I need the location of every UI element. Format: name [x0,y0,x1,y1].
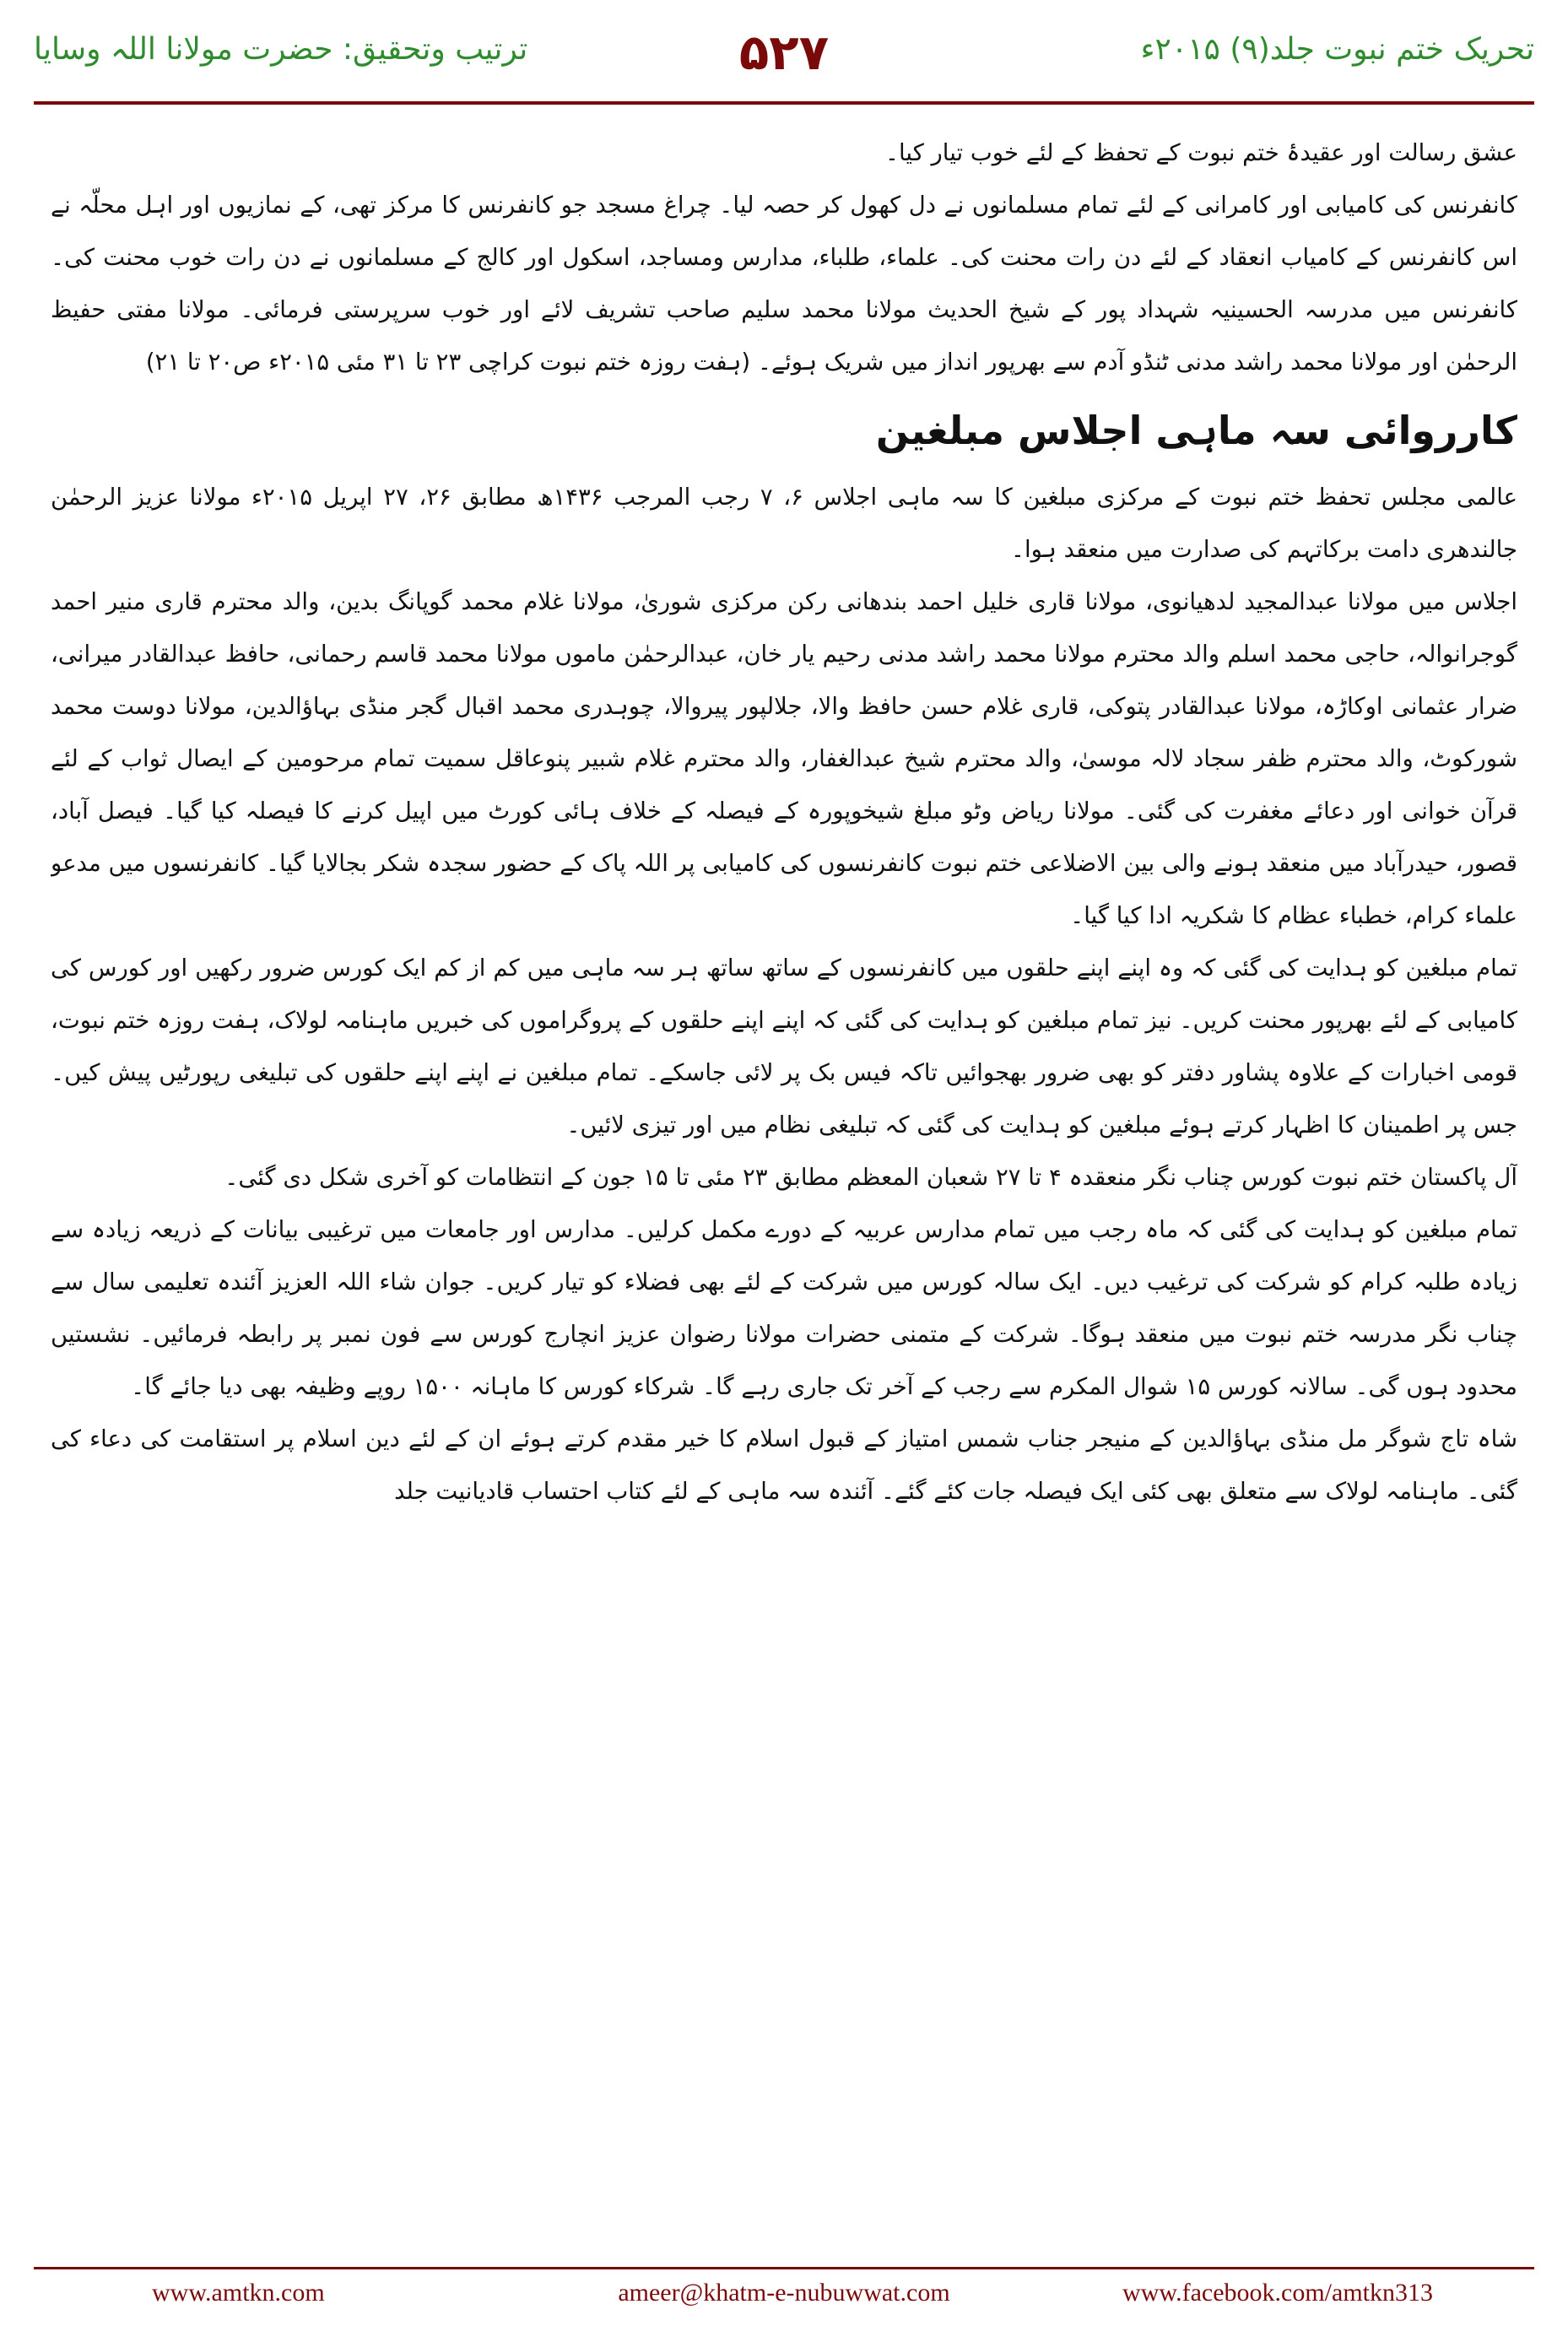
paragraph: عشق رسالت اور عقیدۂ ختم نبوت کے تحفظ کے لئے خوب تیار کیا۔ [884,139,1517,166]
paragraph: عالمی مجلس تحفظ ختم نبوت کے مرکزی مبلغین کا سہ ماہی اجلاس ۶، ۷ رجب المرجب ۱۴۳۶ھ مطابق ۲۶، ۲۷ اپریل ۲۰۱۵ء مولانا عزیز الرحمٰن جالندھری دامت برکاتہم کی صدارت میں منعقد ہوا۔ [51,484,1517,563]
paragraph: تمام مبلغین کو ہدایت کی گئی کہ ماہ رجب میں تمام مدارس عربیہ کے دورے مکمل کرلیں۔ مدارس اور جامعات میں ترغیبی بیانات کے ذریعہ زیادہ سے زیادہ طلبہ کرام کو شرکت کی ترغیب دیں۔ ایک سالہ کورس میں شرکت کے لئے بھی فضلاء کو تیار کریں۔ جوان شاء اللہ العزیز آئندہ تعلیمی سال سے چناب نگر مدرسہ ختم نبوت میں منعقد ہوگا۔ شرکت کے متمنی حضرات مولانا رضوان عزیز انچارج کورس سے فون نمبر پر رابطہ فرمائیں۔ نشستیں محدود ہوں گی۔ سالانہ کورس ۱۵ شوال المکرم سے رجب کے آخر تک جاری رہے گا۔ شرکاء کورس کا ماہانہ ۱۵۰۰ روپے وظیفہ بھی دیا جائے گا۔ [51,1216,1517,1400]
page-number: ۵۲۷ [738,24,830,81]
footer-facebook-link[interactable]: www.facebook.com/amtkn313 [1122,2279,1433,2307]
page-footer [34,2279,1534,2321]
paragraph: تمام مبلغین کو ہدایت کی گئی کہ وہ اپنے اپنے حلقوں میں کانفرنسوں کے ساتھ ساتھ ہر سہ ماہی میں کم از کم ایک کورس ضرور رکھیں اور کورس کی کامیابی کے لئے بھرپور محنت کریں۔ نیز تمام مبلغین کو ہدایت کی گئی کہ اپنے اپنے حلقوں کے پروگراموں کی خبریں ماہنامہ لولاک، ہفت روزہ ختم نبوت، قومی اخبارات کے علاوہ پشاور دفتر کو بھی ضرور بھجوائیں تاکہ فیس بک پر لائی جاسکے۔ تمام مبلغین نے اپنے اپنے حلقوں کی تبلیغی رپورٹیں پیش کیں۔ جس پر اطمینان کا اظہار کرتے ہوئے مبلغین کو ہدایت کی گئی کہ تبلیغی نظام میں اور تیزی لائیں۔ [51,955,1517,1139]
footer-website-link[interactable]: www.amtkn.com [152,2279,325,2307]
footer-email-link[interactable]: ameer@khatm-e-nubuwwat.com [618,2279,950,2307]
paragraph: کانفرنس کی کامیابی اور کامرانی کے لئے تمام مسلمانوں نے دل کھول کر حصہ لیا۔ چراغ مسجد جو کانفرنس کا مرکز تھی، کے نمازیوں اور اہل محلّہ نے اس کانفرنس کے کامیاب انعقاد کے لئے دن رات محنت کی۔ علماء، طلباء، مدارس ومساجد، اسکول اور کالج کے مسلمانوں نے دن رات خوب محنت کی۔ کانفرنس میں مدرسہ الحسینیہ شہداد پور کے شیخ الحدیث مولانا محمد سلیم صاحب تشریف لائے اور خوب سرپرستی فرمائی۔ مولانا مفتی حفیظ الرحمٰن اور مولانا محمد راشد مدنی ٹنڈو آدم سے بھرپور انداز میں شریک ہوئے۔ (ہفت روزہ ختم نبوت کراچی ۲۳ تا ۳۱ مئی ۲۰۱۵ء ص۲۰ تا ۲۱) [51,192,1517,376]
paragraph: اجلاس میں مولانا عبدالمجید لدھیانوی، مولانا قاری خلیل احمد بندھانی رکن مرکزی شوریٰ، مولانا غلام محمد گوپانگ بدین، والد محترم قاری منیر احمد گوجرانوالہ، حاجی محمد اسلم والد محترم مولانا محمد راشد مدنی رحیم یار خان، عبدالرحمٰن ماموں مولانا محمد قاسم رحمانی، حافظ عبدالقادر میرانی، ضرار عثمانی اوکاڑہ، مولانا عبدالقادر پتوکی، قاری غلام حسن حافظ والا، جلالپور پیروالا، چوہدری محمد اقبال گجر منڈی بہاؤالدین، مولانا دوست محمد شورکوٹ، والد محترم ظفر سجاد لالہ موسیٰ، والد محترم شیخ عبدالغفار، والد محترم غلام شبیر پنوعاقل سمیت تمام مرحومین کے ایصال ثواب کے لئے قرآن خوانی اور دعائے مغفرت کی گئی۔ مولانا ریاض وٹو مبلغ شیخوپورہ کے فیصلہ کے خلاف ہائی کورٹ میں اپیل کرنے کا فیصلہ کیا گیا۔ فیصل آباد، قصور، حیدرآباد میں منعقد ہونے والی بین الاضلاعی ختم نبوت کانفرنسوں کی کامیابی پر اللہ پاک کے حضور سجدہ شکر بجالایا گیا۔ کانفرنسوں میں مدعو علماء کرام، خطباء عظام کا شکریہ ادا کیا گیا۔ [51,588,1517,929]
header-book-title: تحریک ختم نبوت جلد(۹) ۲۰۱۵ء [1140,32,1534,67]
header-compiler-credit: ترتیب وتحقیق: حضرت مولانا اللہ وسایا [34,32,528,67]
paragraph: آل پاکستان ختم نبوت کورس چناب نگر منعقدہ ۴ تا ۲۷ شعبان المعظم مطابق ۲۳ مئی تا ۱۵ جون کے انتظامات کو آخری شکل دی گئی۔ [224,1164,1517,1191]
page-header [34,24,1534,91]
section-heading: کارروائی سہ ماہی اجلاس مبلغین [875,408,1517,453]
page-body [51,127,1517,2228]
header-divider [34,101,1534,105]
paragraph: شاہ تاج شوگر مل منڈی بہاؤالدین کے منیجر جناب شمس امتیاز کے قبول اسلام کا خیر مقدم کرتے ہوئے ان کے لئے دین اسلام پر استقامت کی دعاء کی گئی۔ ماہنامہ لولاک سے متعلق بھی کئی ایک فیصلہ جات کئے گئے۔ آئندہ سہ ماہی کے لئے کتاب احتساب قادیانیت جلد [51,1425,1517,1505]
footer-divider [34,2267,1534,2269]
